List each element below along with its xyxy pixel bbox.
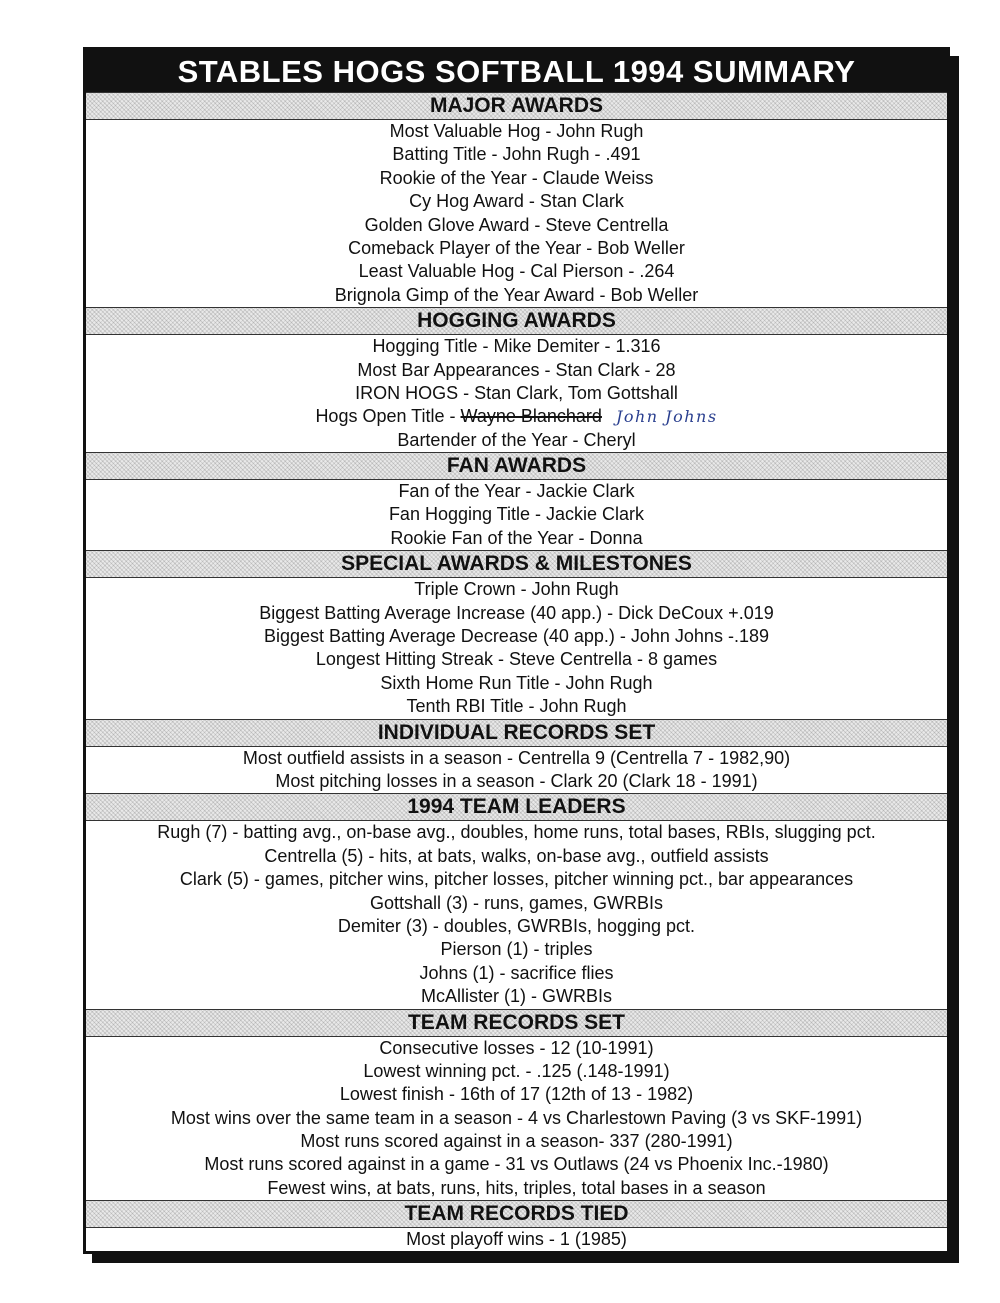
list-item: Johns (1) - sacrifice flies <box>419 962 614 983</box>
list-item: Triple Crown - John Rugh <box>414 579 619 600</box>
struck-name: Wayne Blanchard <box>460 406 602 427</box>
list-item: Centrella (5) - hits, at bats, walks, on-base avg., outfield assists <box>264 845 769 866</box>
section-list-team-leaders <box>86 821 947 1008</box>
list-item: Bartender of the Year - Cheryl <box>397 429 636 450</box>
section-header-special-awards: SPECIAL AWARDS & MILESTONES <box>86 550 947 578</box>
list-item: Rugh (7) - batting avg., on-base avg., doubles, home runs, total bases, RBIs, slugging pct. <box>157 822 876 843</box>
hogs-open-prefix: Hogs Open Title - <box>315 406 461 427</box>
list-item: Comeback Player of the Year - Bob Weller <box>348 237 685 258</box>
section-header-major-awards: MAJOR AWARDS <box>86 92 947 120</box>
section-header-fan-awards: FAN AWARDS <box>86 452 947 480</box>
list-item: Most Valuable Hog - John Rugh <box>389 121 644 141</box>
list-item: Pierson (1) - triples <box>440 939 593 960</box>
section-list-fan-awards <box>86 480 947 550</box>
list-item: Golden Glove Award - Steve Centrella <box>364 214 669 235</box>
list-item: Lowest winning pct. - .125 (.148-1991) <box>363 1060 670 1081</box>
list-item: Hogging Title - Mike Demiter - 1.316 <box>372 336 661 357</box>
list-item: Longest Hitting Streak - Steve Centrella - 8 games <box>315 649 718 670</box>
list-item: IRON HOGS - Stan Clark, Tom Gottshall <box>355 382 678 403</box>
section-header-team-records-tied: TEAM RECORDS TIED <box>86 1200 947 1228</box>
section-header-team-leaders: 1994 TEAM LEADERS <box>86 793 947 821</box>
list-item: Fan Hogging Title - Jackie Clark <box>388 504 645 525</box>
section-list-hogging-awards <box>86 335 947 452</box>
section-header-team-records-set: TEAM RECORDS SET <box>86 1009 947 1037</box>
section-header-individual-records: INDIVIDUAL RECORDS SET <box>86 719 947 747</box>
document-title: STABLES HOGS SOFTBALL 1994 SUMMARY <box>86 50 947 92</box>
list-item: Gottshall (3) - runs, games, GWRBIs <box>369 892 664 913</box>
list-item: McAllister (1) - GWRBIs <box>421 986 612 1007</box>
handwritten-correction: John Johns <box>615 407 718 427</box>
list-item: Fewest wins, at bats, runs, hits, triples, total bases in a season <box>267 1177 766 1198</box>
list-item: Lowest finish - 16th of 17 (12th of 13 - 1982) <box>339 1084 694 1105</box>
summary-document <box>83 47 950 1254</box>
list-item: Consecutive losses - 12 (10-1991) <box>379 1037 654 1058</box>
section-list-individual-records <box>86 747 947 794</box>
list-item: Demiter (3) - doubles, GWRBIs, hogging pct. <box>337 915 696 936</box>
list-item: Most Bar Appearances - Stan Clark - 28 <box>357 359 676 380</box>
list-item: Tenth RBI Title - John Rugh <box>406 696 627 717</box>
section-list-team-records-set <box>86 1037 947 1201</box>
list-item: Most outfield assists in a season - Centrella 9 (Centrella 7 - 1982,90) <box>242 747 791 768</box>
list-item: Biggest Batting Average Increase (40 app.) - Dick DeCoux +.019 <box>259 602 774 623</box>
list-item: Most wins over the same team in a season - 4 vs Charlestown Paving (3 vs SKF-1991) <box>170 1107 863 1128</box>
list-item: Batting Title - John Rugh - .491 <box>392 144 641 165</box>
list-item: Cy Hog Award - Stan Clark <box>409 191 624 212</box>
list-item: Most pitching losses in a season - Clark 20 (Clark 18 - 1991) <box>275 770 758 791</box>
section-list-special-awards <box>86 578 947 718</box>
list-item: Least Valuable Hog - Cal Pierson - .264 <box>358 261 675 282</box>
list-item: Most runs scored against in a season- 337 (280-1991) <box>300 1131 733 1152</box>
list-item: Sixth Home Run Title - John Rugh <box>380 672 653 693</box>
section-list-major-awards <box>86 120 947 307</box>
list-item: Most runs scored against in a game - 31 vs Outlaws (24 vs Phoenix Inc.-1980) <box>204 1154 829 1175</box>
list-item: Brignola Gimp of the Year Award - Bob Weller <box>334 284 699 305</box>
list-item: Rookie of the Year - Claude Weiss <box>379 167 654 188</box>
section-header-hogging-awards: HOGGING AWARDS <box>86 307 947 335</box>
list-item: Biggest Batting Average Decrease (40 app.) - John Johns -.189 <box>264 626 769 647</box>
section-list-team-records-tied <box>86 1228 947 1251</box>
list-item-hogs-open-title <box>86 405 947 428</box>
list-item: Rookie Fan of the Year - Donna <box>390 527 643 548</box>
list-item: Most playoff wins - 1 (1985) <box>406 1229 627 1250</box>
list-item: Fan of the Year - Jackie Clark <box>398 481 635 502</box>
list-item: Clark (5) - games, pitcher wins, pitcher losses, pitcher winning pct., bar appearances <box>179 869 854 890</box>
